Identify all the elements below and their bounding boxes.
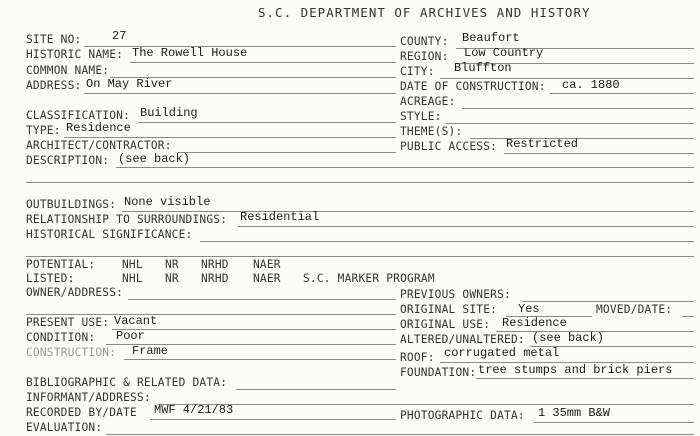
county-label: COUNTY:	[400, 35, 449, 48]
architect-line	[178, 152, 396, 153]
description-line	[116, 167, 694, 168]
classification-value: Building	[140, 106, 198, 120]
bibliographic-line	[236, 389, 396, 390]
altered-value: (see back)	[532, 331, 605, 345]
construction-label: CONSTRUCTION:	[26, 346, 117, 359]
original-use-value: Residence	[502, 316, 567, 330]
original-site-label: ORIGINAL SITE:	[400, 303, 498, 316]
owner-line-2	[26, 314, 396, 315]
altered-label: ALTERED/UNALTERED:	[400, 333, 525, 346]
date-construction-line	[550, 93, 694, 94]
potential-nhl: NHL	[122, 258, 143, 271]
architect-label: ARCHITECT/CONTRACTOR:	[26, 139, 172, 152]
owner-line	[128, 299, 396, 300]
original-use-label: ORIGINAL USE:	[400, 318, 491, 331]
type-value: Residence	[66, 121, 131, 135]
address-value: On May River	[86, 77, 173, 91]
page-title: S.C. DEPARTMENT OF ARCHIVES AND HISTORY	[258, 5, 591, 20]
historic-name-value: The Rowell House	[132, 46, 248, 60]
present-use-line	[112, 329, 396, 330]
foundation-line	[476, 378, 694, 379]
recorded-line	[150, 419, 396, 420]
listed-nr: NR	[165, 272, 179, 285]
outbuildings-value: None visible	[124, 195, 211, 209]
outbuildings-line	[122, 211, 694, 212]
site-no-value: 27	[112, 29, 127, 43]
present-use-value: Vacant	[114, 314, 158, 328]
significance-line-2	[26, 256, 694, 257]
moved-date-line	[682, 316, 694, 317]
informant-line	[158, 404, 694, 405]
description-value: (see back)	[118, 152, 191, 166]
historic-name-line	[130, 62, 396, 63]
acreage-line	[462, 108, 694, 109]
description-label: DESCRIPTION:	[26, 154, 110, 167]
acreage-label: ACREAGE:	[400, 95, 456, 108]
themes-line	[470, 138, 694, 139]
listed-nrhd: NRHD	[201, 272, 229, 285]
roof-value: corrugated metal	[444, 346, 560, 360]
present-use-label: PRESENT USE:	[26, 316, 110, 329]
previous-owners-line	[522, 301, 694, 302]
owner-label: OWNER/ADDRESS:	[26, 286, 124, 299]
outbuildings-label: OUTBUILDINGS:	[26, 198, 117, 211]
historic-name-label: HISTORIC NAME:	[26, 48, 124, 61]
listed-naer: NAER	[253, 272, 281, 285]
county-value: Beaufort	[462, 31, 520, 45]
type-line	[64, 137, 396, 138]
description-line-2	[26, 182, 694, 183]
city-label: CITY:	[400, 65, 435, 78]
address-line	[84, 93, 396, 94]
potential-naer: NAER	[253, 258, 281, 271]
roof-label: ROOF:	[400, 351, 435, 364]
construction-value: Frame	[132, 344, 169, 358]
public-access-label: PUBLIC ACCESS:	[400, 140, 498, 153]
significance-line	[200, 241, 694, 242]
recorded-value: MWF 4/21/83	[154, 403, 234, 417]
potential-label: POTENTIAL:	[26, 258, 96, 271]
public-access-line	[504, 153, 694, 154]
common-name-label: COMMON NAME:	[26, 64, 110, 77]
evaluation-line	[106, 434, 694, 435]
condition-value: Poor	[116, 329, 145, 343]
recorded-label: RECORDED BY/DATE	[26, 406, 137, 419]
listed-label: LISTED:	[26, 272, 75, 285]
date-construction-label: DATE OF CONSTRUCTION:	[400, 80, 546, 93]
date-construction-value: ca. 1880	[562, 78, 620, 92]
city-value: Bluffton	[454, 61, 512, 75]
relationship-value: Residential	[240, 210, 320, 224]
relationship-line	[238, 226, 694, 227]
informant-label: INFORMANT/ADDRESS:	[26, 391, 151, 404]
foundation-value: tree stumps and brick piers	[478, 363, 673, 377]
evaluation-label: EVALUATION:	[26, 421, 103, 434]
site-no-label: SITE NO:	[26, 33, 82, 46]
significance-label: HISTORICAL SIGNIFICANCE:	[26, 228, 193, 241]
address-label: ADDRESS:	[26, 79, 82, 92]
photographic-value: 1 35mm B&W	[538, 406, 611, 420]
photographic-line	[534, 422, 694, 423]
condition-label: CONDITION:	[26, 331, 96, 344]
listed-nhl: NHL	[122, 272, 143, 285]
public-access-value: Restricted	[506, 137, 579, 151]
themes-label: THEME(S):	[400, 125, 463, 138]
foundation-label: FOUNDATION:	[400, 366, 477, 379]
region-label: REGION:	[400, 50, 449, 63]
previous-owners-label: PREVIOUS OWNERS:	[400, 288, 511, 301]
classification-label: CLASSIFICATION:	[26, 109, 131, 122]
bibliographic-label: BIBLIOGRAPHIC & RELATED DATA:	[26, 376, 228, 389]
marker-program-label: S.C. MARKER PROGRAM	[303, 272, 435, 285]
style-label: STYLE:	[400, 110, 442, 123]
photographic-label: PHOTOGRAPHIC DATA:	[400, 409, 525, 422]
construction-line	[124, 359, 396, 360]
style-line	[446, 123, 694, 124]
relationship-label: RELATIONSHIP TO SURROUNDINGS:	[26, 213, 228, 226]
moved-date-label: MOVED/DATE:	[596, 303, 673, 316]
original-site-value: Yes	[518, 302, 540, 316]
potential-nr: NR	[165, 258, 179, 271]
classification-line	[138, 122, 396, 123]
type-label: TYPE:	[26, 124, 61, 137]
potential-nrhd: NRHD	[201, 258, 229, 271]
region-value: Low Country	[464, 46, 544, 60]
